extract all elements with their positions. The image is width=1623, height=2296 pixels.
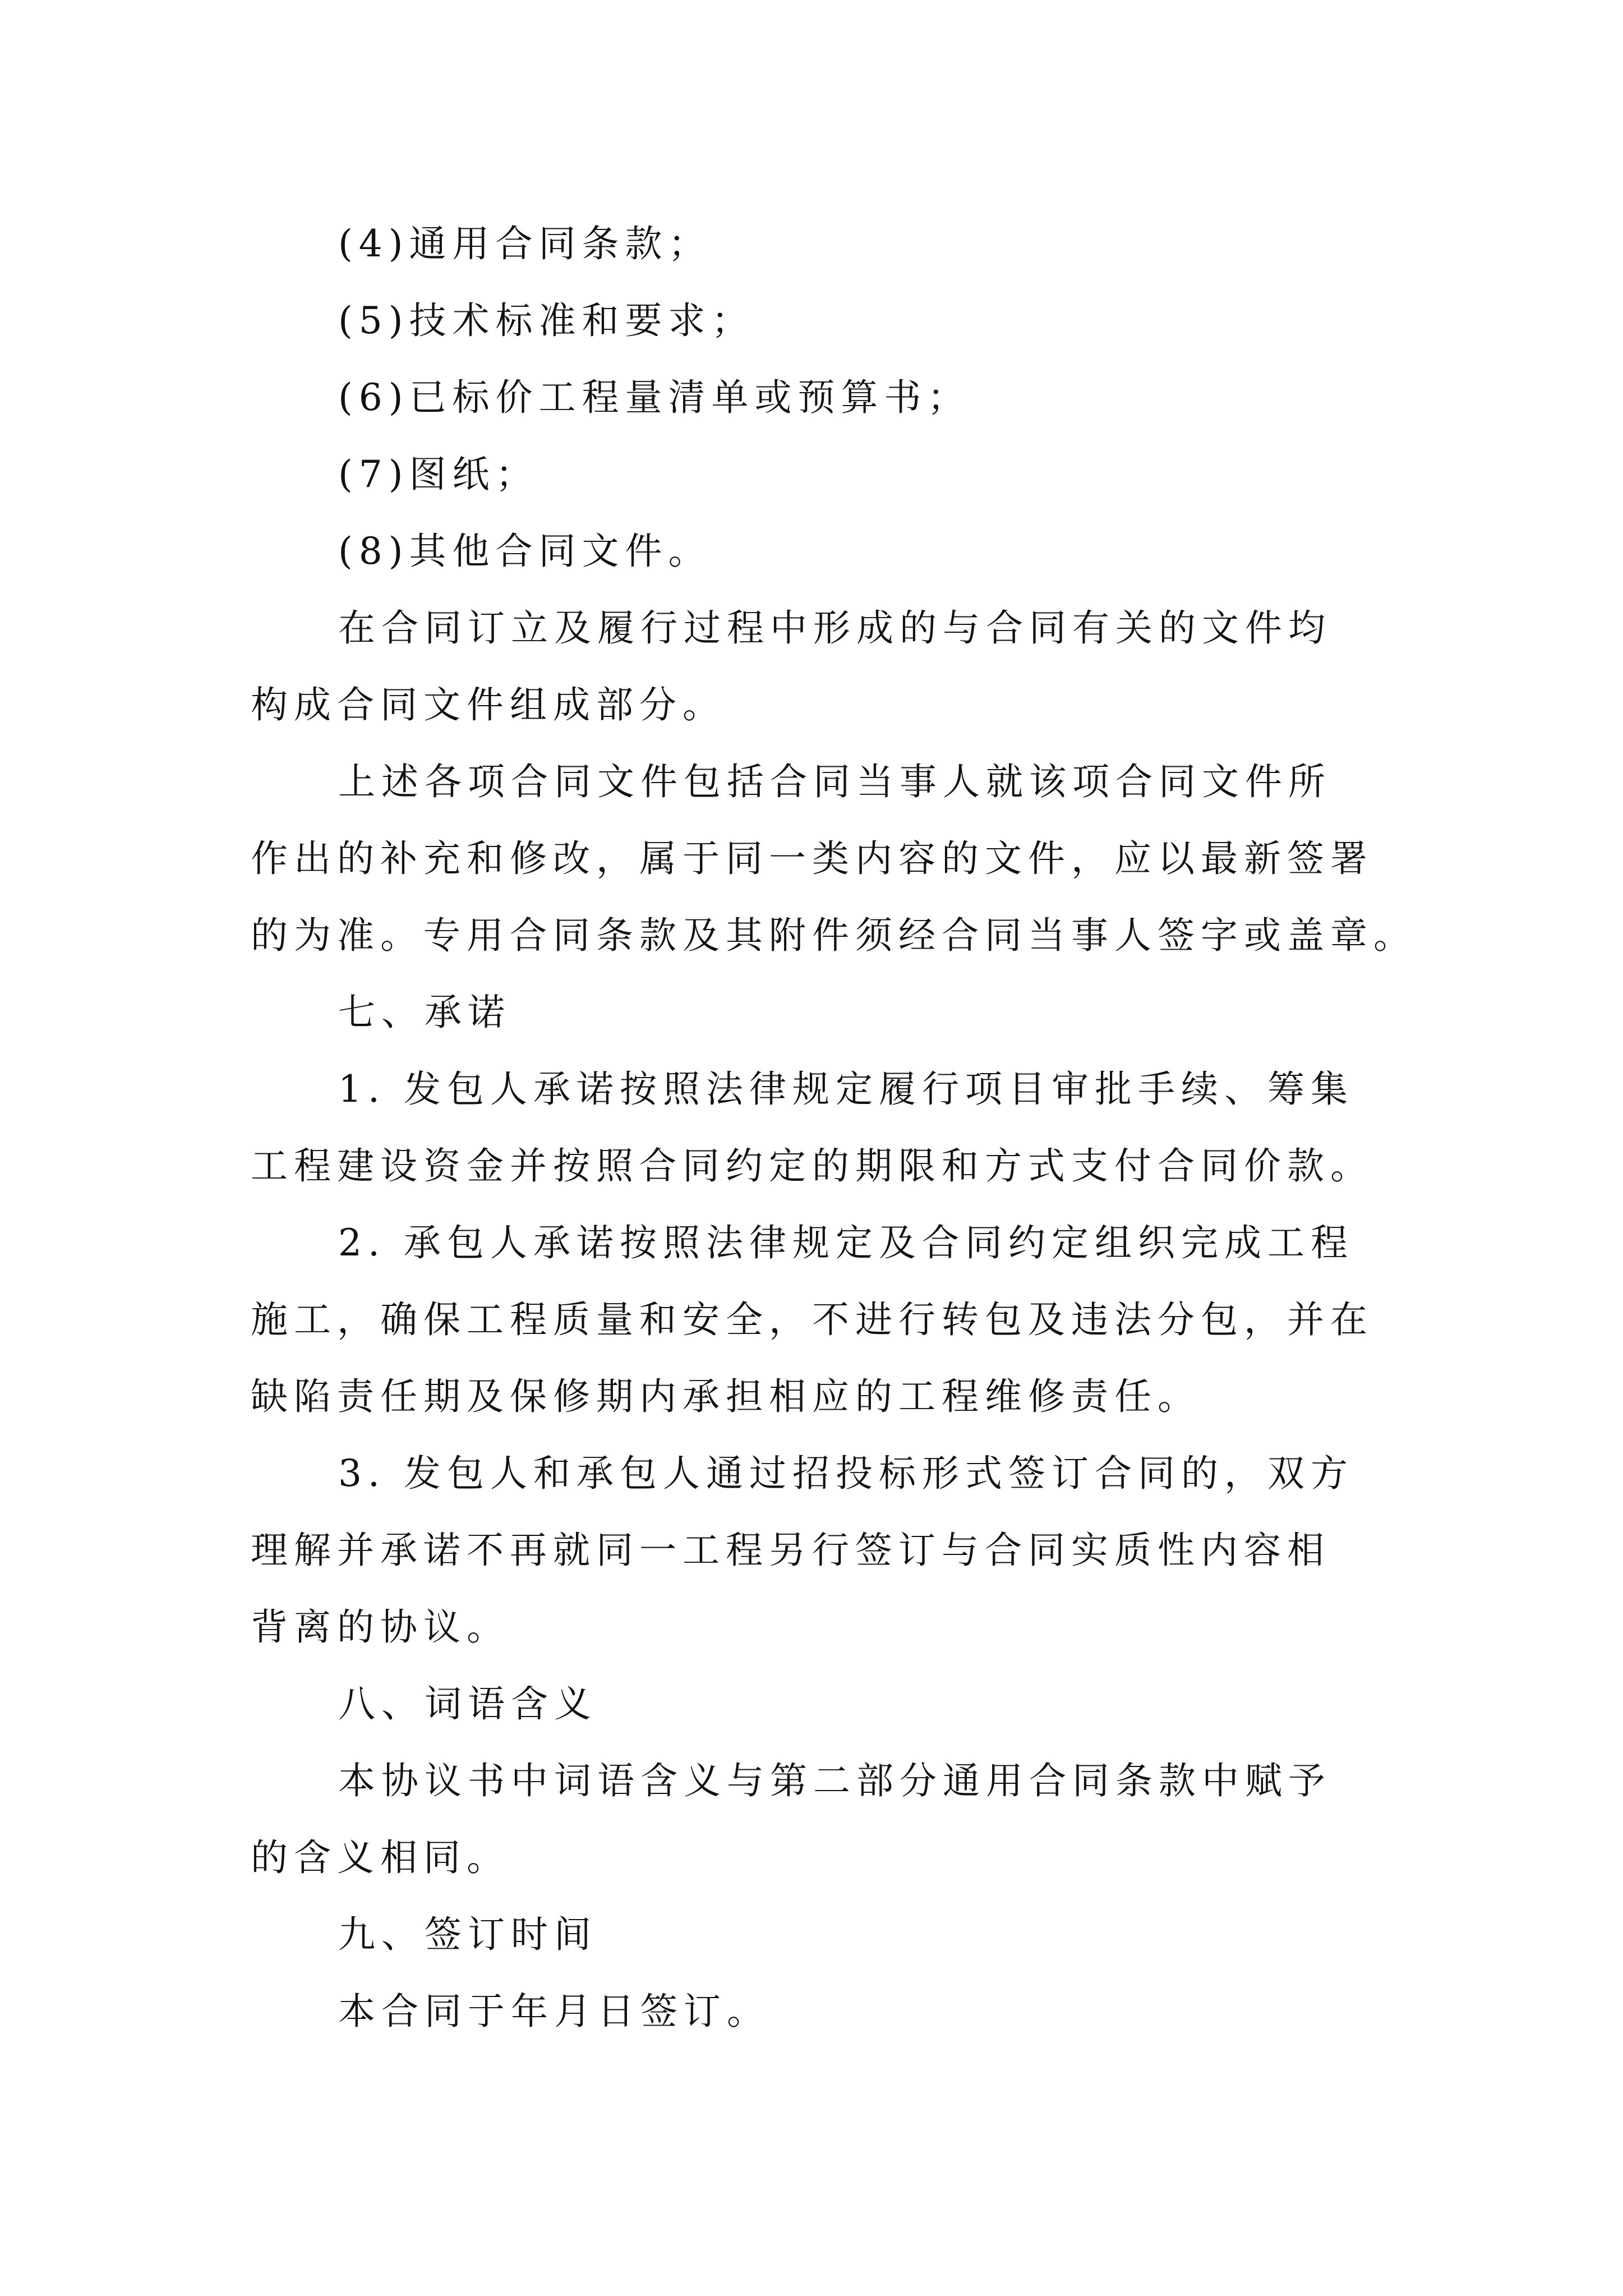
paragraph-line: 背离的协议。 [251,1605,510,1649]
commitment-item-1 [251,1051,1428,1204]
list-item-contract-terms [251,205,1428,282]
paragraph-line: 施工，确保工程质量和安全，不进行转包及违法分包，并在 [251,1298,1373,1341]
list-item-priced-bill [251,359,1428,436]
commitment-item-2 [251,1204,1428,1435]
document-page [251,205,1428,2050]
paragraph-line: 本合同于年月日签订。 [338,1990,770,2033]
list-item-other-documents [251,513,1428,590]
paragraph-line: (5)技术标准和要求； [338,299,755,342]
commitment-item-3 [251,1435,1428,1665]
paragraph-line: 3. 发包人和承包人通过招投标形式签订合同的，双方 [338,1452,1354,1495]
paragraph-line: 本协议书中词语含义与第二部分通用合同条款中赋予 [338,1759,1331,1802]
paragraph-line: 的含义相同。 [251,1836,510,1879]
paragraph-line: 作出的补充和修改，属于同一类内容的文件，应以最新签署 [251,837,1373,880]
paragraph-line: 工程建设资金并按照合同约定的期限和方式支付合同价款。 [251,1144,1373,1188]
paragraph-line: 上述各项合同文件包括合同当事人就该项合同文件所 [338,760,1331,803]
paragraph-amendments [251,743,1428,974]
section-heading-commitments [251,974,1428,1051]
paragraph-definitions [251,1742,1428,1896]
paragraph-line: 1. 发包人承诺按照法律规定履行项目审批手续、筹集 [338,1068,1354,1111]
paragraph-line: (8)其他合同文件。 [338,530,712,573]
section-heading-definitions [251,1665,1428,1742]
paragraph-line: 缺陷责任期及保修期内承担相应的工程维修责任。 [251,1375,1201,1418]
paragraph-document-composition [251,590,1428,743]
paragraph-line: 在合同订立及履行过程中形成的与合同有关的文件均 [338,606,1331,650]
section-heading: 八、词语含义 [338,1682,597,1726]
paragraph-line: 构成合同文件组成部分。 [251,683,726,726]
section-heading-signing-time [251,1896,1428,1973]
paragraph-line: 的为准。专用合同条款及其附件须经合同当事人签字或盖章。 [251,914,1417,957]
paragraph-line: (6)已标价工程量清单或预算书； [338,376,971,419]
paragraph-line: 理解并承诺不再就同一工程另行签订与合同实质性内容相 [251,1529,1330,1572]
section-heading: 九、签订时间 [338,1913,597,1956]
section-heading: 七、承诺 [338,991,511,1034]
paragraph-line: (4)通用合同条款； [338,222,712,265]
list-item-technical-standards [251,282,1428,359]
paragraph-line: (7)图纸； [338,453,539,496]
paragraph-signing-date [251,1973,1428,2050]
list-item-drawings [251,436,1428,513]
paragraph-line: 2. 承包人承诺按照法律规定及合同约定组织完成工程 [338,1221,1354,1264]
